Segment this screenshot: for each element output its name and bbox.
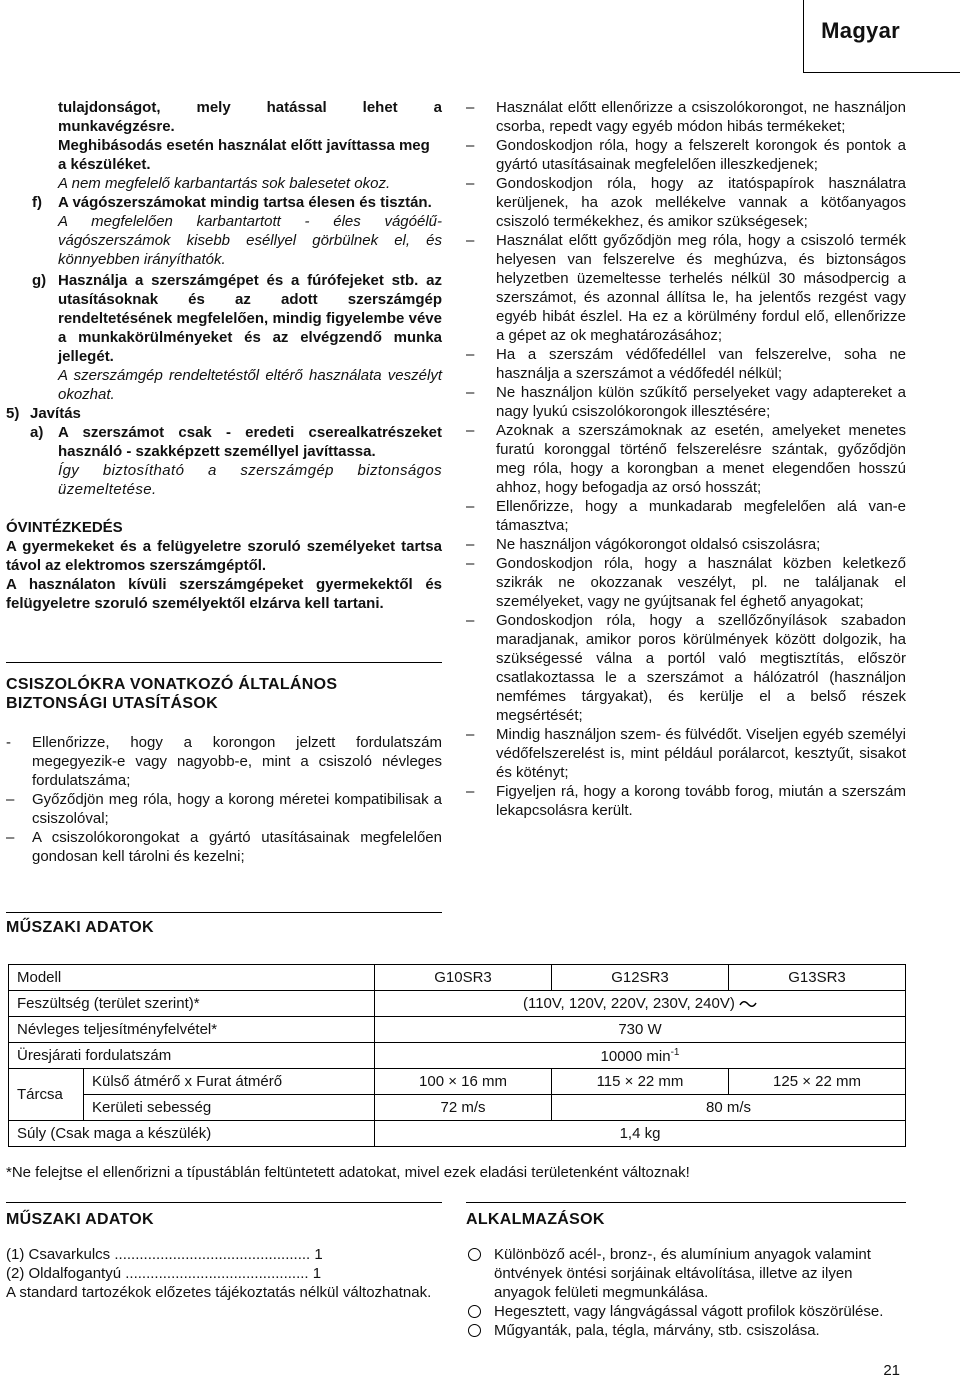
table-cell: 100 × 16 mm xyxy=(375,1069,552,1095)
item-label: g) xyxy=(32,272,47,289)
list-item xyxy=(466,535,906,554)
item-text: Használja a szerszámgépet és a fúrófejeket stb. az utasításoknak és az adott szerszámgép rendeltetésének megfelelően, mindig figyelembe véve a munkakörülményeket és az elvégzendő munka jellegét. xyxy=(58,272,442,365)
list-item xyxy=(6,193,442,212)
section-heading xyxy=(6,404,442,423)
item-text: A csiszolókorongokat a gyártó utasításainak megfelelően gondosan kell tárolni és kezelni; xyxy=(32,829,442,865)
list-item xyxy=(466,98,906,136)
left-column xyxy=(6,98,442,613)
list-item xyxy=(466,231,906,345)
right-column xyxy=(466,98,906,820)
table-cell: 115 × 22 mm xyxy=(552,1069,729,1095)
bullet-dash: – xyxy=(6,829,15,846)
table-cell xyxy=(375,991,906,1017)
table-cell: Tárcsa xyxy=(9,1069,84,1121)
list-item xyxy=(466,497,906,535)
section-title: MŰSZAKI ADATOK xyxy=(6,1211,154,1228)
item-text: Ha a szerszám védőfedéllel van felszerelve, soha ne használja a szerszámot a védőfedél nélkül; xyxy=(496,346,906,382)
bullet-dash: – xyxy=(466,137,475,154)
circle-bullet-icon xyxy=(468,1305,481,1318)
table-cell: Súly (Csak maga a készülék) xyxy=(9,1121,375,1147)
table-cell: 72 m/s xyxy=(375,1095,552,1121)
caution-text: A használaton kívüli szerszámgépeket gyermekektől és felügyeletre szoruló személyektől elzárva kell tartani. xyxy=(6,576,442,612)
bullet-dash: - xyxy=(6,734,11,751)
bullet-dash: – xyxy=(466,346,475,363)
item-text: Gondoskodjon róla, hogy a felszerelt korongok és pontok a gyártó utasításainak megfelelően illeszkedjenek; xyxy=(496,137,906,173)
section-title: ALKALMAZÁSOK xyxy=(466,1211,605,1228)
list-item xyxy=(6,733,442,790)
footnote: *Ne felejtse el ellenőrizni a típustáblán feltüntetett adatokat, mivel ezek eladási területenként változnak! xyxy=(6,1164,690,1181)
application-item xyxy=(466,1245,906,1302)
list-item xyxy=(466,421,906,497)
ac-symbol-icon xyxy=(739,999,757,1009)
table-cell: Kerületi sebesség xyxy=(84,1095,375,1121)
item-text: A szerszámot csak - eredeti cserealkatrészeket használó - szakképzett személlyel javíttassa. xyxy=(58,424,442,460)
page-number: 21 xyxy=(883,1362,900,1379)
item-text: A vágószerszámokat mindig tartsa élesen és tisztán. xyxy=(58,194,432,211)
accessory-note: A standard tartozékok előzetes tájékoztatás nélkül változhatnak. xyxy=(6,1284,432,1301)
section-text: Javítás xyxy=(30,405,81,422)
table-cell: 1,4 kg xyxy=(375,1121,906,1147)
specs-table xyxy=(8,964,906,1147)
bullet-dash: – xyxy=(466,384,475,401)
item-text: Mindig használjon szem- és fülvédőt. Viseljen egyéb személyi védőfelszerelést is, mint például porálarcot, kesztyűt, sisakot és kötényt; xyxy=(496,726,906,781)
item-text: Ellenőrizze, hogy a munkadarab megfelelően alá van-e támasztva; xyxy=(496,498,906,534)
bullet-dash: – xyxy=(466,612,475,629)
list-item xyxy=(6,828,442,866)
accessory-item: (1) Csavarkulcs ............................................... 1 xyxy=(6,1246,323,1263)
paragraph: A szerszámgép rendeltetéstől eltérő használata veszélyt okozhat. xyxy=(58,367,442,403)
specs-title: MŰSZAKI ADATOK xyxy=(6,919,154,936)
item-text: Gondoskodjon róla, hogy a szellőzőnyílások szabadon maradjanak, amikor poros körülmények között dolgozik, ha szükségessé válna a portól való megtisztítás, először csatlakoztassa le a szerszámot a hálózatról (használjon nemfémes tárgyakat), és kerülje el a belső részek megsértését; xyxy=(496,612,906,724)
divider xyxy=(6,662,442,663)
list-item xyxy=(6,423,442,461)
list-item xyxy=(466,725,906,782)
item-text: Figyeljen rá, hogy a korong tovább forog, miután a szerszám lekapcsolásra került. xyxy=(496,783,906,819)
accessory-item: (2) Oldalfogantyú ............................................ 1 xyxy=(6,1265,322,1282)
item-text: Különböző acél-, bronz-, és alumínium anyagok valamint öntvények öntési sorjáinak eltávolítása, illetve az ilyen anyagok felületi megmunkálása. xyxy=(494,1246,871,1301)
table-row xyxy=(9,1069,906,1095)
bullet-dash: – xyxy=(466,536,475,553)
table-cell: Külső átmérő x Furat átmérő xyxy=(84,1069,375,1095)
table-cell: G13SR3 xyxy=(729,965,906,991)
paragraph: Így biztosítható a szerszámgép biztonságos üzemeltetése. xyxy=(58,462,442,498)
paragraph: Meghibásodás esetén használat előtt javíttassa meg a készüléket. xyxy=(58,137,430,173)
paragraph: A nem megfelelő karbantartás sok balesetet okoz. xyxy=(58,175,391,192)
accessories-section xyxy=(6,1210,442,1302)
table-row xyxy=(9,1095,906,1121)
caution-text: A gyermekeket és a felügyeletre szoruló személyeket tartsa távol az elektromos szerszámgéptől. xyxy=(6,538,442,574)
item-text: Gondoskodjon róla, hogy az itatóspapírok használatra kerüljenek, ha azok mellékelve vannak a kötőanyagos csiszoló termékekhez, és amikor szükségesek; xyxy=(496,175,906,230)
item-label: a) xyxy=(30,424,44,441)
table-cell: G10SR3 xyxy=(375,965,552,991)
bullet-dash: – xyxy=(466,555,475,572)
item-text: Hegesztett, vagy lángvágással vágott profilok köszörülése. xyxy=(494,1303,884,1320)
item-text: Műgyanták, pala, tégla, márvány, stb. csiszolása. xyxy=(494,1322,820,1339)
list-item xyxy=(466,383,906,421)
table-row xyxy=(9,1017,906,1043)
list-item xyxy=(6,790,442,828)
item-text: Ellenőrizze, hogy a korongon jelzett fordulatszám megegyezik-e vagy nagyobb-e, mint a csiszoló névleges fordulatszáma; xyxy=(32,734,442,789)
speed-exponent: -1 xyxy=(670,1046,680,1058)
list-item xyxy=(466,174,906,231)
bullet-dash: – xyxy=(466,232,475,249)
language-label: Magyar xyxy=(821,18,900,43)
item-text: Használat előtt győződjön meg róla, hogy a csiszoló termék helyesen van felszerelve és meghúzva, és biztonságos helyzetben üzemeltesse terhelés nélkül 30 másodpercig a szerszámot, és azonnal állítsa le, ha jelentős rezgést vagy egyéb hibát észlel. Ha ez a körülmény fordul elő, ellenőrizze a gépet az ok meghatározásához; xyxy=(496,232,906,344)
divider xyxy=(6,912,442,913)
table-cell: 125 × 22 mm xyxy=(729,1069,906,1095)
speed-value: 10000 min xyxy=(600,1047,671,1065)
divider xyxy=(466,1202,906,1203)
table-cell: 80 m/s xyxy=(552,1095,906,1121)
table-row xyxy=(9,1121,906,1147)
applications-section xyxy=(466,1210,906,1340)
bullet-dash: – xyxy=(466,498,475,515)
item-text: Gondoskodjon róla, hogy a használat közben keletkező szikrák ne okozzanak veszélyt, pl. ne találjanak el személyeket, vagy ne gyújtsanak fel éghető anyagokat; xyxy=(496,555,906,610)
list-item xyxy=(466,782,906,820)
list-item xyxy=(6,271,442,366)
circle-bullet-icon xyxy=(468,1324,481,1337)
table-cell: Modell xyxy=(9,965,375,991)
bullet-dash: – xyxy=(466,422,475,439)
table-row xyxy=(9,1043,906,1069)
application-item xyxy=(466,1302,906,1321)
table-cell: Üresjárati fordulatszám xyxy=(9,1043,375,1069)
bullet-dash: – xyxy=(466,175,475,192)
item-text: Használat előtt ellenőrizze a csiszolókorongot, ne használjon csorba, repedt vagy egyéb módon hibás termékeket; xyxy=(496,99,906,135)
item-text: Győződjön meg róla, hogy a korong méretei kompatibilisak a csiszolóval; xyxy=(32,791,442,827)
bullet-dash: – xyxy=(6,791,15,808)
item-text: Ne használjon külön szűkítő perselyeket vagy adaptereket a nagy lyukú csiszolókorongok illesztésére; xyxy=(496,384,906,420)
list-item xyxy=(466,611,906,725)
bullet-dash: – xyxy=(466,726,475,743)
section-title: CSISZOLÓKRA VONATKOZÓ ÁLTALÁNOS xyxy=(6,676,338,693)
bullet-dash: – xyxy=(466,99,475,116)
bullet-dash: – xyxy=(466,783,475,800)
list-item xyxy=(466,554,906,611)
table-cell: Névleges teljesítményfelvétel* xyxy=(9,1017,375,1043)
table-cell: 730 W xyxy=(375,1017,906,1043)
paragraph: tulajdonságot, mely hatással lehet a munkavégzésre. xyxy=(58,99,442,135)
paragraph: A megfelelően karbantartott - éles vágóélű-vágószerszámok kisebb eséllyel görbülnek el, és könnyebben irányíthatók. xyxy=(58,213,442,268)
list-item xyxy=(466,345,906,383)
language-tab xyxy=(803,0,960,73)
section-title: BIZTONSÁGI UTASÍTÁSOK xyxy=(6,695,218,712)
table-cell: G12SR3 xyxy=(552,965,729,991)
circle-bullet-icon xyxy=(468,1248,481,1261)
item-label: f) xyxy=(32,194,42,211)
general-section xyxy=(6,675,442,866)
item-text: Azoknak a szerszámoknak az esetén, amelyeket menetes furatú koronggal történő felszerelésre szántak, győződjön meg róla, hogy a korongban a menet elegendően hosszú ahhoz, hogy befogadja az orsó hosszát; xyxy=(496,422,906,496)
item-text: Ne használjon vágókorongot oldalsó csiszolásra; xyxy=(496,536,821,553)
voltage-value: (110V, 120V, 220V, 230V, 240V) xyxy=(522,995,735,1012)
application-item xyxy=(466,1321,906,1340)
list-item xyxy=(466,136,906,174)
table-cell: Feszültség (terület szerint)* xyxy=(9,991,375,1017)
table-row xyxy=(9,965,906,991)
table-row xyxy=(9,991,906,1017)
table-cell xyxy=(375,1043,906,1069)
divider xyxy=(6,1202,442,1203)
caution-title: ÓVINTÉZKEDÉS xyxy=(6,519,123,536)
section-number: 5) xyxy=(6,405,20,422)
